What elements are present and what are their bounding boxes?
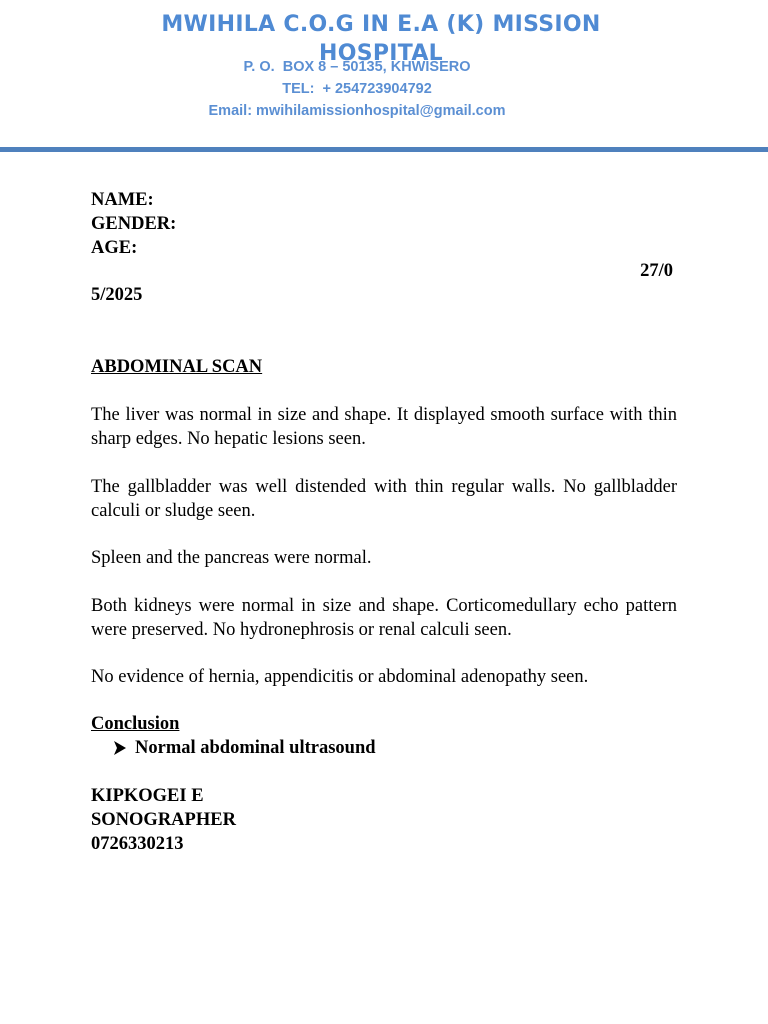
report-date-part2: 5/2025 — [91, 285, 143, 305]
signature-title: SONOGRAPHER — [91, 810, 236, 830]
conclusion-item — [113, 736, 677, 760]
hospital-phone: TEL: + 254723904792 — [282, 81, 432, 97]
conclusion-list — [91, 736, 677, 760]
kidneys-paragraph: Both kidneys were normal in size and shape. Corticomedullary echo pattern were preserved. No hydronephrosis or renal calculi seen. — [91, 596, 677, 640]
report-date-part1: 27/0 — [640, 261, 673, 281]
hospital-email: Email: mwihilamissionhospital@gmail.com — [208, 103, 506, 119]
spleen-pancreas-paragraph: Spleen and the pancreas were normal. — [91, 548, 372, 568]
gender-label: GENDER: — [91, 214, 177, 234]
signature-block — [91, 784, 677, 856]
hospital-contact — [150, 56, 564, 122]
report-heading: ABDOMINAL SCAN — [91, 357, 263, 377]
exclusions-paragraph: No evidence of hernia, appendicitis or abdominal adenopathy seen. — [91, 667, 589, 687]
report-date — [91, 259, 673, 307]
patient-details — [91, 188, 677, 260]
conclusion-heading: Conclusion — [91, 714, 180, 734]
age-label: AGE: — [91, 238, 138, 258]
hospital-name: MWIHILA C.O.G IN E.A (K) MISSION HOSPITAL — [161, 12, 601, 66]
name-label: NAME: — [91, 190, 154, 210]
hospital-address: P. O. BOX 8 – 50135, KHWISERO — [243, 59, 471, 75]
signature-phone: 0726330213 — [91, 834, 184, 854]
header-divider — [0, 147, 768, 152]
arrow-bullet-icon — [113, 740, 127, 756]
liver-paragraph: The liver was normal in size and shape. It displayed smooth surface with thin sharp edges. No hepatic lesions seen. — [91, 405, 677, 449]
signature-name: KIPKOGEI E — [91, 786, 204, 806]
conclusion-item-text: Normal abdominal ultrasound — [135, 738, 376, 758]
gallbladder-paragraph: The gallbladder was well distended with thin regular walls. No gallbladder calculi or sludge seen. — [91, 477, 677, 521]
